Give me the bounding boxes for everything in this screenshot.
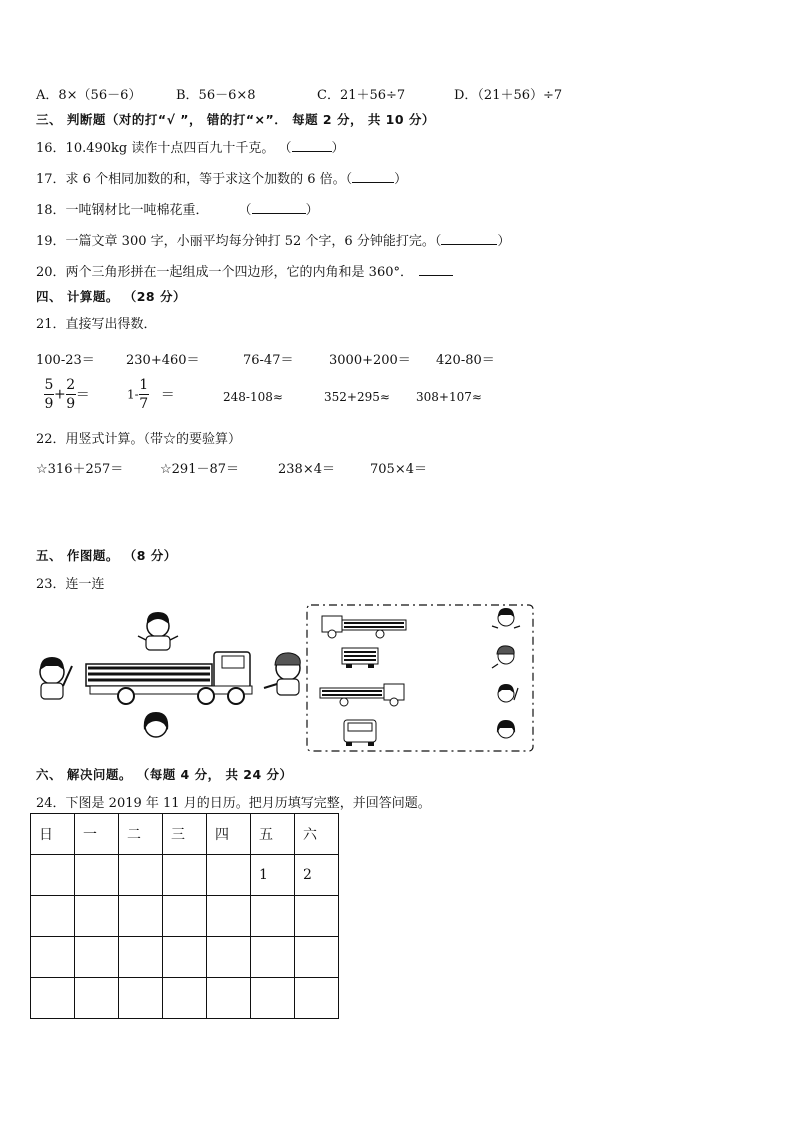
calendar-cell[interactable] <box>119 896 163 937</box>
truck-scene-illustration <box>30 600 310 750</box>
calendar-header-cell: 日 <box>31 814 75 855</box>
one-minus: 1- <box>127 387 139 402</box>
calc-248-108: 248-108≈ <box>223 390 283 404</box>
calendar-header-cell: 一 <box>75 814 119 855</box>
question-20 <box>36 261 453 280</box>
answer-blank-16[interactable] <box>292 138 332 152</box>
calendar-cell[interactable] <box>163 978 207 1019</box>
equals-sign: ＝ <box>75 387 90 404</box>
answer-blank-17[interactable] <box>352 169 394 183</box>
big-truck-icon <box>86 652 252 704</box>
answer-blank-18[interactable] <box>252 200 306 214</box>
question-24: 24．下图是 2019 年 11 月的日历。把月历填写完整，并回答问题。 <box>36 796 431 811</box>
calendar-cell[interactable] <box>163 855 207 896</box>
calendar-row <box>31 896 339 937</box>
calc-316-257: ☆316＋257＝ <box>36 462 124 477</box>
calendar-header-cell: 五 <box>251 814 295 855</box>
answer-blank-19[interactable] <box>441 231 497 245</box>
choice-a: A．8×（56－6） <box>36 88 142 103</box>
calendar-cell[interactable] <box>31 896 75 937</box>
calendar-cell[interactable] <box>163 937 207 978</box>
calendar-header-cell: 三 <box>163 814 207 855</box>
calendar-cell[interactable]: 2 <box>295 855 339 896</box>
question-20-text: 20．两个三角形拼在一起组成一个四边形，它的内角和是 360°． <box>36 265 413 280</box>
calendar-cell[interactable] <box>207 855 251 896</box>
denominator: 9 <box>44 396 54 412</box>
child-boy-cap-icon <box>264 653 300 695</box>
calendar-cell[interactable] <box>207 896 251 937</box>
calendar-cell[interactable] <box>295 937 339 978</box>
question-17 <box>36 168 407 187</box>
calc-308-107: 308+107≈ <box>416 390 482 404</box>
numerator: 5 <box>44 377 54 393</box>
child-boy-cap-small-icon <box>492 646 514 668</box>
section5-title: 五、 作图题。 （8 分） <box>36 548 177 563</box>
calc-705x4: 705×4＝ <box>370 462 427 477</box>
calc-352-295: 352+295≈ <box>324 390 390 404</box>
calendar-row <box>31 978 339 1019</box>
calendar-row <box>31 937 339 978</box>
calendar-cell[interactable] <box>75 896 119 937</box>
calendar-cell[interactable] <box>207 978 251 1019</box>
denominator: 9 <box>66 396 76 412</box>
plus-sign: + <box>54 386 66 403</box>
calc-291-87: ☆291－87＝ <box>160 462 240 477</box>
fraction-5-9 <box>44 378 54 411</box>
child-boy-left-icon <box>40 657 72 699</box>
calendar-cell[interactable] <box>251 978 295 1019</box>
calendar-cell[interactable] <box>75 978 119 1019</box>
fraction-1-7 <box>139 378 149 411</box>
fraction-2-9 <box>66 378 76 411</box>
paren-close: ） <box>305 203 319 218</box>
question-16 <box>36 137 345 156</box>
calendar-header-row <box>31 814 339 855</box>
numerator: 2 <box>66 377 76 393</box>
question-22: 22．用竖式计算。（带☆的要验算） <box>36 432 242 447</box>
question-18: 18．一吨钢材比一吨棉花重． （ ） <box>36 199 319 218</box>
denominator: 7 <box>139 396 149 412</box>
section6-title: 六、 解决问题。 （每题 4 分， 共 24 分） <box>36 767 293 782</box>
calendar-cell[interactable] <box>75 937 119 978</box>
truck-side-view-2-icon <box>320 684 404 706</box>
section4-title: 四、 计算题。 （28 分） <box>36 289 186 304</box>
truck-back-view-icon <box>342 648 378 668</box>
calc-230-460: 230+460＝ <box>126 353 200 368</box>
calendar-cell[interactable] <box>75 855 119 896</box>
calendar-cell[interactable] <box>119 978 163 1019</box>
calendar-cell[interactable] <box>163 896 207 937</box>
calendar-cell[interactable] <box>119 937 163 978</box>
child-girl-top-icon <box>138 612 178 650</box>
calendar-row <box>31 855 339 896</box>
calendar-cell[interactable] <box>251 896 295 937</box>
question-18-text: 18．一吨钢材比一吨棉花重． <box>36 203 209 218</box>
calendar-cell[interactable] <box>251 937 295 978</box>
child-girl-bottom-icon <box>144 712 169 737</box>
calendar-cell[interactable] <box>207 937 251 978</box>
question-19 <box>36 230 510 249</box>
calc-238x4: 238×4＝ <box>278 462 335 477</box>
question-16-text: 16．10.490kg 读作十点四百九十千克。 （ <box>36 141 292 156</box>
truck-side-view-icon <box>322 616 406 638</box>
question-23: 23．连一连 <box>36 577 105 592</box>
section3-title: 三、 判断题（对的打“√ ”， 错的打“×”． 每题 2 分， 共 10 分） <box>36 112 435 127</box>
choice-b: B．56－6×8 <box>176 88 256 103</box>
calendar-table <box>30 813 339 1019</box>
choice-d: D．（21＋56）÷7 <box>454 88 563 103</box>
calendar-cell[interactable]: 1 <box>251 855 295 896</box>
question-17-text: 17．求 6 个相同加数的和，等于求这个加数的 6 倍。（ <box>36 172 353 187</box>
child-girl-small-icon <box>492 608 520 628</box>
calc-100-23: 100-23＝ <box>36 353 95 368</box>
calendar-cell[interactable] <box>119 855 163 896</box>
child-boy-small-icon <box>498 684 518 702</box>
child-girl-small-2-icon <box>497 720 515 738</box>
truck-front-view-icon <box>344 720 376 746</box>
calc-3000-200: 3000+200＝ <box>329 353 411 368</box>
paren-close: ） <box>331 141 345 156</box>
answer-blank-20[interactable] <box>419 262 453 276</box>
calendar-cell[interactable] <box>31 855 75 896</box>
calc-76-47: 76-47＝ <box>243 353 294 368</box>
calendar-cell[interactable] <box>295 896 339 937</box>
fraction-sum <box>44 378 90 411</box>
fraction-diff <box>127 378 175 411</box>
calendar-cell[interactable] <box>31 978 75 1019</box>
numerator: 1 <box>139 377 149 393</box>
calc-420-80: 420-80＝ <box>436 353 495 368</box>
calendar-header-cell: 四 <box>207 814 251 855</box>
question-19-text: 19．一篇文章 300 字，小丽平均每分钟打 52 个字，6 分钟能打完。（ <box>36 234 442 249</box>
paren-close: ） <box>394 172 408 187</box>
matching-box <box>306 604 534 754</box>
calendar-cell[interactable] <box>295 978 339 1019</box>
equals-sign: ＝ <box>160 387 175 404</box>
choice-c: C．21＋56÷7 <box>317 88 406 103</box>
calendar-header-cell: 六 <box>295 814 339 855</box>
calendar-header-cell: 二 <box>119 814 163 855</box>
calendar-cell[interactable] <box>31 937 75 978</box>
paren-close: ） <box>497 234 511 249</box>
question-21: 21．直接写出得数． <box>36 317 157 332</box>
